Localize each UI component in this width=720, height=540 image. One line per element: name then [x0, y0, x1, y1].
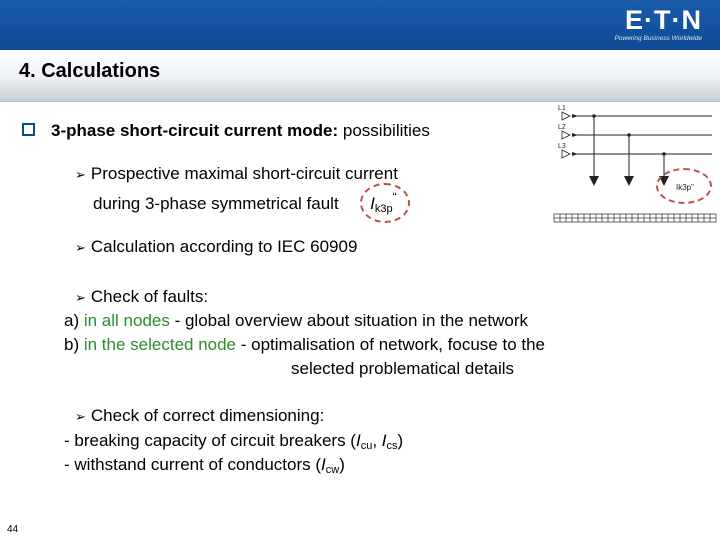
ics-symbol: I	[381, 431, 387, 450]
label-l3: L3	[558, 143, 566, 150]
arrow-bullet-icon: ➢	[75, 168, 86, 183]
logo-tagline: Powering Business Worldwide	[614, 35, 702, 42]
arrow-bullet-icon: ➢	[75, 410, 86, 425]
fault-option-a	[64, 310, 528, 332]
phase-source-icon	[562, 150, 570, 158]
header-band	[0, 0, 720, 50]
check-dim-line	[75, 405, 324, 429]
main-bullet-text	[51, 120, 430, 142]
check-dim-text: Check of correct dimensioning:	[90, 406, 325, 425]
withstand-end: )	[339, 455, 345, 474]
phase-source-icon	[562, 112, 570, 120]
main-bullet-rest: possibilities	[338, 121, 430, 140]
breaking-capacity-line	[64, 430, 403, 457]
logo-wordmark: E·T·N	[625, 5, 702, 35]
check-faults-text: Check of faults:	[90, 287, 209, 306]
highlight-ring	[360, 183, 410, 223]
option-b-green: in the selected node	[83, 335, 237, 354]
breaking-end: )	[397, 431, 404, 450]
page-title: 4. Calculations	[19, 60, 161, 82]
prospective-line1	[75, 163, 398, 187]
icw-symbol: I	[321, 455, 326, 474]
phase-arrow-icon	[572, 133, 578, 137]
main-bullet-bold: 3-phase short-circuit current mode:	[51, 121, 339, 140]
eaton-logo	[615, 6, 702, 43]
ik-sub: k3p	[374, 203, 393, 215]
ik-symbol: I	[370, 194, 375, 213]
node-dot	[662, 152, 666, 156]
diagram-highlight-ring	[656, 168, 712, 204]
fault-option-b	[64, 334, 545, 356]
calculation-line	[75, 236, 357, 260]
breaking-prefix: - breaking capacity of circuit breakers (	[64, 431, 356, 450]
fault-arrow-icon	[589, 176, 599, 186]
check-faults-line	[75, 286, 208, 310]
node-dot	[592, 114, 596, 118]
ics-sub: cs	[386, 440, 398, 452]
withstand-line	[64, 454, 345, 481]
phase-arrow-icon	[572, 152, 578, 156]
option-a-green: in all nodes	[83, 311, 170, 330]
prospective-text1: Prospective maximal short-circuit current	[90, 164, 398, 183]
arrow-bullet-icon: ➢	[75, 241, 86, 256]
label-l2: L2	[558, 124, 566, 131]
icu-sub: cu	[360, 440, 373, 452]
option-a-rest: - global overview about situation in the network	[169, 311, 529, 330]
option-a-prefix: a)	[64, 311, 84, 330]
fault-arrow-icon	[624, 176, 634, 186]
arrow-bullet-icon: ➢	[75, 291, 86, 306]
ik-prime: “	[392, 190, 397, 204]
fault-option-b-cont: selected problematical details	[291, 359, 515, 378]
prospective-line2	[93, 186, 397, 220]
phase-arrow-icon	[572, 114, 578, 118]
prospective-text2: during 3-phase symmetrical fault	[93, 194, 339, 213]
phase-source-icon	[562, 131, 570, 139]
option-b-rest: - optimalisation of network, focuse to the	[236, 335, 546, 354]
square-bullet-icon	[22, 123, 35, 136]
icu-symbol: I	[355, 431, 361, 450]
icw-sub: cw	[325, 464, 340, 476]
breaking-mid: ,	[372, 431, 382, 450]
calculation-text: Calculation according to IEC 60909	[90, 237, 358, 256]
option-b-prefix: b)	[64, 335, 84, 354]
node-dot	[627, 133, 631, 137]
withstand-prefix: - withstand current of conductors (	[64, 455, 322, 474]
label-ik3p: Ik3p”	[676, 183, 694, 192]
label-l1: L1	[558, 105, 566, 112]
page-number: 44	[7, 524, 19, 535]
